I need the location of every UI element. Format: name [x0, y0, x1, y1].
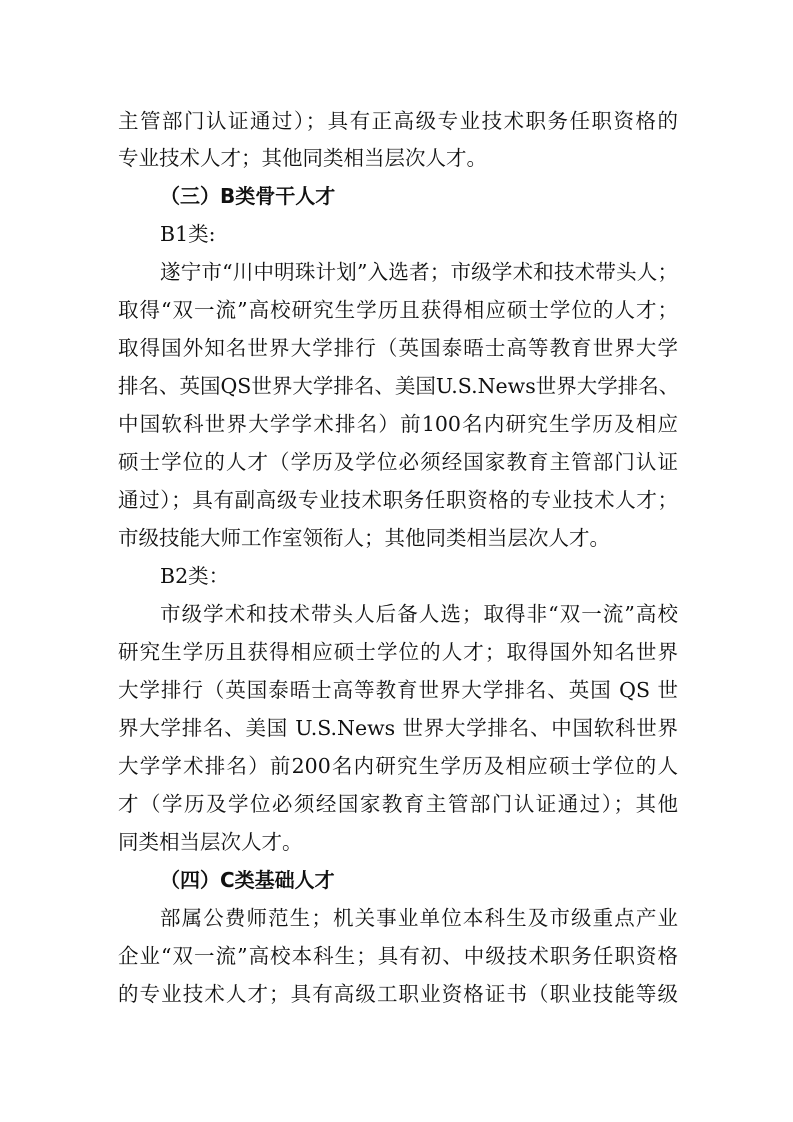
body-text-line: 同类相当层次人才。 [118, 830, 303, 854]
body-text-line: 大学排行（英国泰晤士高等教育世界大学排名、英国 QS 世 [118, 678, 678, 702]
body-text-line: 中国软科世界大学学术排名）前100名内研究生学历及相应 [118, 412, 678, 436]
body-text-line: 才（学历及学位必须经国家教育主管部门认证通过）；其他 [118, 792, 678, 816]
subsection-label-b2: B2类： [160, 564, 230, 588]
body-text-line: 取得“双一流”高校研究生学历且获得相应硕士学位的人才； [118, 298, 678, 322]
body-text-line: 大学学术排名）前200名内研究生学历及相应硕士学位的人 [118, 754, 678, 778]
section-heading-c: （四）C类基础人才 [160, 868, 335, 892]
body-text-line: 通过）；具有副高级专业技术职务任职资格的专业技术人才； [118, 488, 678, 512]
body-text-line: 排名、英国QS世界大学排名、美国U.S.News世界大学排名、 [118, 374, 680, 398]
body-text-line: 研究生学历且获得相应硕士学位的人才；取得国外知名世界 [118, 640, 678, 664]
body-text-line: 硕士学位的人才（学历及学位必须经国家教育主管部门认证 [118, 450, 678, 474]
body-text-line: 的专业技术人才；具有高级工职业资格证书（职业技能等级 [118, 982, 678, 1006]
body-text-line: 界大学排名、美国 U.S.News 世界大学排名、中国软科世界 [118, 716, 678, 740]
body-text-line: 市级技能大师工作室领衔人；其他同类相当层次人才。 [118, 526, 610, 550]
body-text-line: 主管部门认证通过）；具有正高级专业技术职务任职资格的 [118, 109, 678, 133]
body-text-line: 专业技术人才；其他同类相当层次人才。 [118, 146, 487, 170]
body-text-line: 市级学术和技术带头人后备人选；取得非“双一流”高校 [160, 602, 678, 626]
subsection-label-b1: B1类: [160, 222, 216, 246]
body-text-line: 部属公费师范生；机关事业单位本科生及市级重点产业 [160, 906, 678, 930]
body-text-line: 取得国外知名世界大学排行（英国泰晤士高等教育世界大学 [118, 336, 678, 360]
section-heading-b: （三）B类骨干人才 [160, 184, 336, 208]
body-text-line: 企业“双一流”高校本科生；具有初、中级技术职务任职资格 [118, 944, 678, 968]
body-text-line: 遂宁市“川中明珠计划”入选者；市级学术和技术带头人； [160, 260, 678, 284]
